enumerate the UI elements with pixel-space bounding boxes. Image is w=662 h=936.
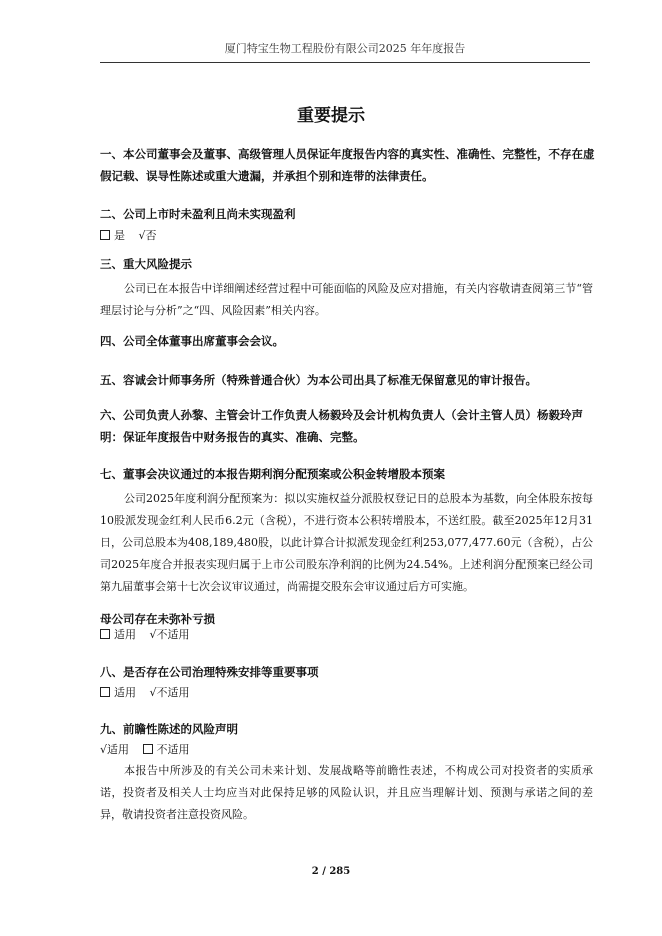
section-3-heading: 三、重大风险提示 bbox=[100, 257, 192, 271]
section-8-options bbox=[100, 684, 190, 702]
section-7b-heading: 母公司存在未弥补亏损 bbox=[100, 612, 215, 626]
section-7-heading: 七、董事会决议通过的本报告期利润分配预案或公积金转增股本预案 bbox=[100, 467, 445, 481]
option-not-applicable-checked: √不适用 bbox=[149, 628, 190, 641]
section-9-options bbox=[100, 741, 190, 759]
option-applicable: 适用 bbox=[114, 686, 136, 699]
option-not-applicable-checked: √不适用 bbox=[149, 686, 190, 699]
checkbox-unchecked-icon bbox=[100, 230, 110, 240]
checkbox-unchecked-icon bbox=[100, 629, 110, 639]
option-not-applicable: 不适用 bbox=[156, 743, 190, 756]
section-7-body: 公司2025年度利润分配预案为：拟以实施权益分派股权登记日的总股本为基数，向全体股东按每10股派发现金红利人民币6.2元（含税），不进行资本公积转增股本，不送红股。截至2025年12月31日，公司总股本为408,189,480股，以此计算合计拟派发现金红利253,077,477.60元（含税），占公司2025年度合并报表实现归属于上市公司股东净利润的比例为24.54%。上述利润分配预案已经公司第九届董事会第十七次会议审议通过，尚需提交股东会审议通过后方可实施。 bbox=[100, 492, 593, 593]
option-applicable-checked: √适用 bbox=[100, 743, 130, 756]
section-2-options bbox=[100, 227, 157, 245]
option-no-checked: √否 bbox=[138, 229, 157, 242]
section-9-body: 本报告中所涉及的有关公司未来计划、发展战略等前瞻性表述，不构成公司对投资者的实质承诺，投资者及相关人士均应当对此保持足够的风险认识，并且应当理解计划、预测与承诺之间的差异，敬请投资者注意投资风险。 bbox=[100, 764, 593, 821]
option-yes: 是 bbox=[114, 229, 125, 242]
section-5: 五、容诚会计师事务所（特殊普通合伙）为本公司出具了标准无保留意见的审计报告。 bbox=[100, 373, 537, 387]
section-2-heading: 二、公司上市时未盈利且尚未实现盈利 bbox=[100, 207, 296, 221]
option-applicable: 适用 bbox=[114, 628, 136, 641]
checkbox-unchecked-icon bbox=[143, 744, 153, 754]
section-1: 一、本公司董事会及董事、高级管理人员保证年度报告内容的真实性、准确性、完整性，不存在虚假记载、误导性陈述或重大遗漏，并承担个别和连带的法律责任。 bbox=[100, 147, 595, 183]
checkbox-unchecked-icon bbox=[100, 687, 110, 697]
section-3-body: 公司已在本报告中详细阐述经营过程中可能面临的风险及应对措施，有关内容敬请查阅第三节“管理层讨论与分析”之“四、风险因素”相关内容。 bbox=[100, 282, 593, 317]
section-8-heading: 八、是否存在公司治理特殊安排等重要事项 bbox=[100, 665, 319, 679]
section-6: 六、公司负责人孙黎、主管会计工作负责人杨毅玲及会计机构负责人（会计主管人员）杨毅玲声明：保证年度报告中财务报告的真实、准确、完整。 bbox=[100, 408, 583, 444]
section-9-heading: 九、前瞻性陈述的风险声明 bbox=[100, 722, 238, 736]
section-4: 四、公司全体董事出席董事会会议。 bbox=[100, 334, 284, 348]
section-7b-options bbox=[100, 626, 190, 644]
page-number: 2 / 285 bbox=[311, 866, 351, 877]
page-title: 重要提示 bbox=[297, 106, 365, 126]
report-header: 厦门特宝生物工程股份有限公司2025 年年度报告 bbox=[100, 40, 590, 63]
